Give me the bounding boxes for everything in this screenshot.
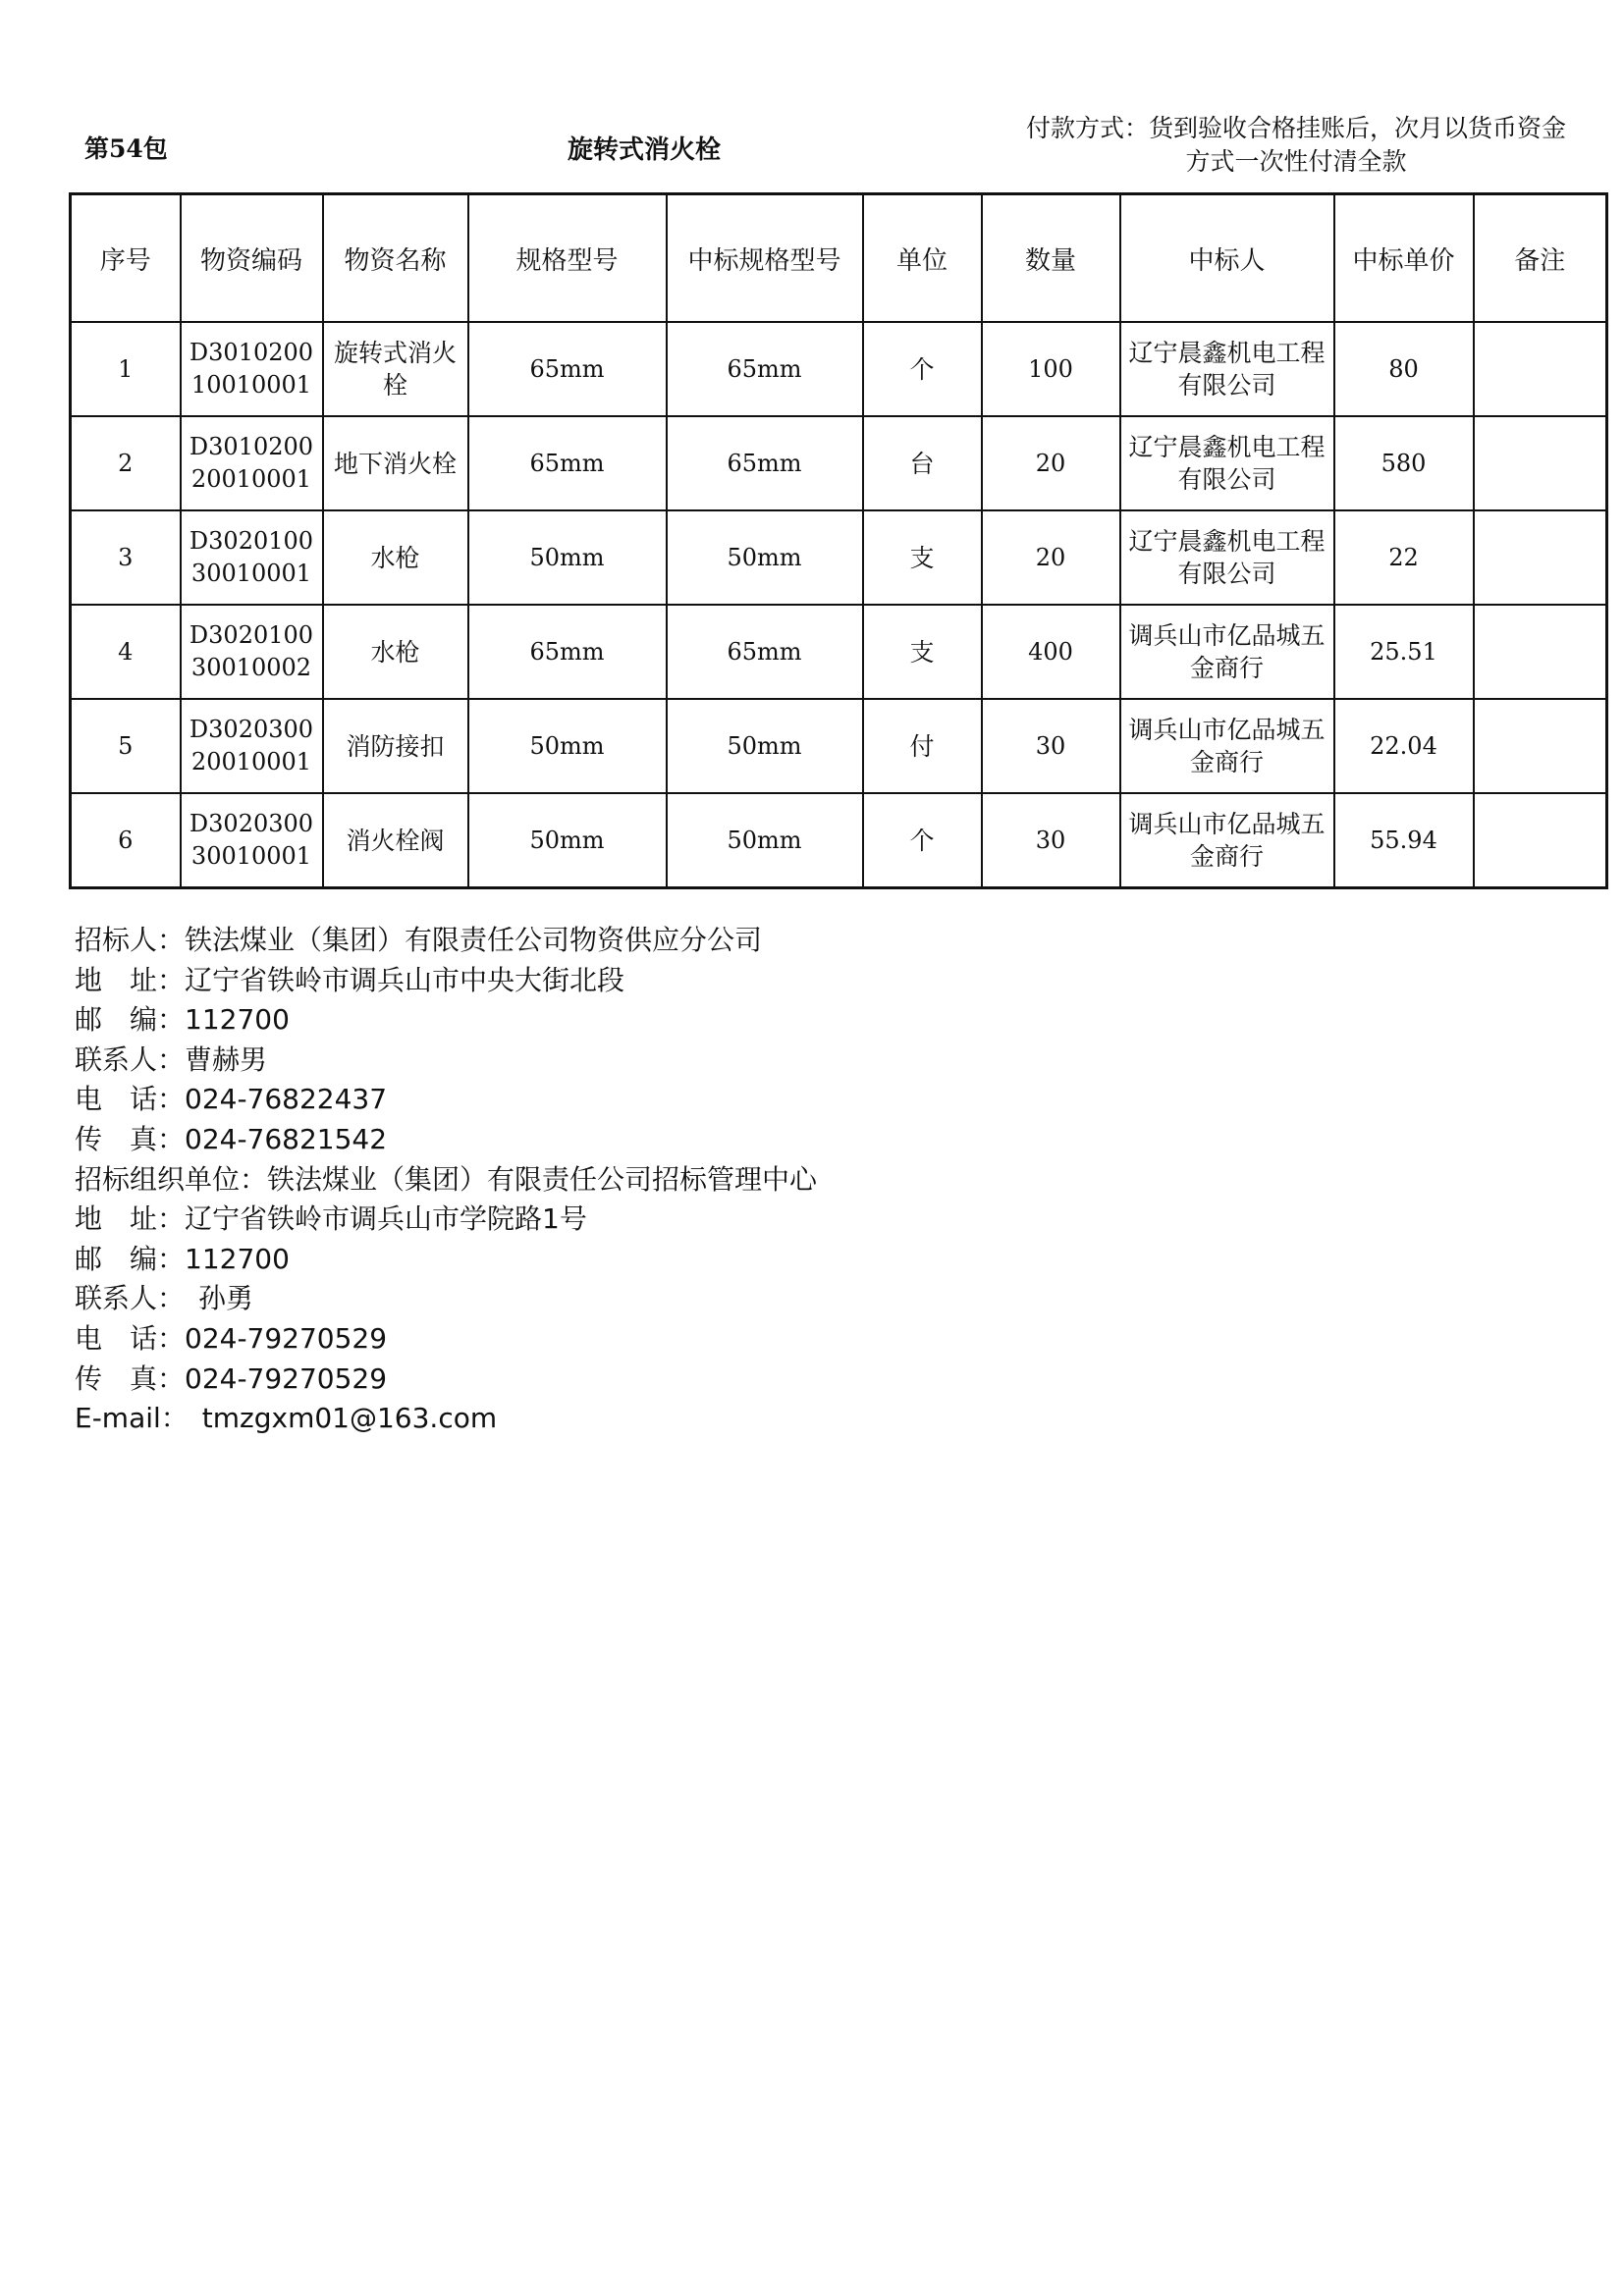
table-row: [71, 605, 1607, 699]
row-number: 2: [71, 416, 181, 510]
payment-terms-line: 方式一次性付清全款: [1185, 147, 1407, 176]
table-row: [71, 793, 1607, 888]
spec: 65mm: [468, 416, 667, 510]
table-row: [71, 510, 1607, 605]
package-number: 第54包: [84, 134, 168, 163]
agency-postcode: 邮 编：112700: [75, 1242, 290, 1275]
quantity: 20: [982, 510, 1120, 605]
column-header: 中标规格型号: [667, 194, 863, 323]
bid-spec: 65mm: [667, 322, 863, 416]
column-header: 数量: [982, 194, 1120, 323]
row-number: 1: [71, 322, 181, 416]
column-header: 单位: [863, 194, 982, 323]
bid-spec: 50mm: [667, 510, 863, 605]
table-row: [71, 416, 1607, 510]
payment-terms-line: 付款方式：货到验收合格挂账后，次月以货币资金: [1025, 114, 1566, 142]
agency-contact-person: 联系人： 孙勇: [75, 1282, 254, 1315]
material-code: D301020020010001: [181, 416, 323, 510]
bid-spec: 65mm: [667, 416, 863, 510]
quantity: 30: [982, 699, 1120, 793]
winning-bidder: 辽宁晨鑫机电工程有限公司: [1120, 510, 1334, 605]
material-name: 水枪: [323, 510, 468, 605]
unit: 支: [863, 510, 982, 605]
tenderer-name: 招标人：铁法煤业（集团）有限责任公司物资供应分公司: [75, 924, 763, 956]
bid-spec: 50mm: [667, 699, 863, 793]
material-name: 消防接扣: [323, 699, 468, 793]
winning-bidder: 辽宁晨鑫机电工程有限公司: [1120, 416, 1334, 510]
unit: 台: [863, 416, 982, 510]
column-header: 物资名称: [323, 194, 468, 323]
agency-name: 招标组织单位：铁法煤业（集团）有限责任公司招标管理中心: [75, 1162, 818, 1196]
tenderer-phone: 电 话：024-76822437: [75, 1083, 388, 1116]
row-number: 4: [71, 605, 181, 699]
tenderer-address: 地 址：辽宁省铁岭市调兵山市中央大街北段: [75, 963, 625, 996]
agency-email: E-mail： tmzgxm01@163.com: [75, 1402, 498, 1435]
agency-phone: 电 话：024-79270529: [75, 1321, 388, 1355]
spec: 50mm: [468, 793, 667, 888]
material-code: D302030020010001: [181, 699, 323, 793]
note: [1474, 793, 1607, 888]
material-code: D302010030010002: [181, 605, 323, 699]
material-code: D302030030010001: [181, 793, 323, 888]
material-name: 地下消火栓: [323, 416, 468, 510]
document-title: 旋转式消火栓: [568, 135, 722, 165]
unit: 支: [863, 605, 982, 699]
table-header-row: [71, 194, 1607, 323]
row-number: 3: [71, 510, 181, 605]
agency-fax: 传 真：024-79270529: [75, 1362, 388, 1395]
agency-address: 地 址：辽宁省铁岭市调兵山市学院路1号: [75, 1202, 587, 1236]
material-code: D301020010010001: [181, 322, 323, 416]
winning-bidder: 调兵山市亿品城五金商行: [1120, 699, 1334, 793]
unit: 个: [863, 793, 982, 888]
bid-spec: 50mm: [667, 793, 863, 888]
unit: 付: [863, 699, 982, 793]
note: [1474, 510, 1607, 605]
unit-price: 80: [1334, 322, 1474, 416]
spec: 50mm: [468, 699, 667, 793]
note: [1474, 699, 1607, 793]
note: [1474, 322, 1607, 416]
unit: 个: [863, 322, 982, 416]
column-header: 中标单价: [1334, 194, 1474, 323]
column-header: 中标人: [1120, 194, 1334, 323]
quantity: 400: [982, 605, 1120, 699]
table-row: [71, 699, 1607, 793]
note: [1474, 605, 1607, 699]
winning-bidder: 调兵山市亿品城五金商行: [1120, 605, 1334, 699]
spec: 50mm: [468, 510, 667, 605]
column-header: 备注: [1474, 194, 1607, 323]
unit-price: 22.04: [1334, 699, 1474, 793]
column-header: 序号: [71, 194, 181, 323]
unit-price: 25.51: [1334, 605, 1474, 699]
contact-block: [75, 921, 817, 1439]
tenderer-fax: 传 真：024-76821542: [75, 1122, 388, 1155]
bid-spec: 65mm: [667, 605, 863, 699]
material-name: 水枪: [323, 605, 468, 699]
column-header: 规格型号: [468, 194, 667, 323]
winning-bidder: 辽宁晨鑫机电工程有限公司: [1120, 322, 1334, 416]
spec: 65mm: [468, 322, 667, 416]
row-number: 6: [71, 793, 181, 888]
quantity: 30: [982, 793, 1120, 888]
unit-price: 22: [1334, 510, 1474, 605]
material-name: 消火栓阀: [323, 793, 468, 888]
note: [1474, 416, 1607, 510]
winning-bidder: 调兵山市亿品城五金商行: [1120, 793, 1334, 888]
table-row: [71, 322, 1607, 416]
bid-result-table: [69, 192, 1608, 889]
unit-price: 580: [1334, 416, 1474, 510]
material-code: D302010030010001: [181, 510, 323, 605]
tenderer-contact-person: 联系人：曹赫男: [75, 1042, 268, 1076]
spec: 65mm: [468, 605, 667, 699]
quantity: 20: [982, 416, 1120, 510]
row-number: 5: [71, 699, 181, 793]
column-header: 物资编码: [181, 194, 323, 323]
quantity: 100: [982, 322, 1120, 416]
unit-price: 55.94: [1334, 793, 1474, 888]
material-name: 旋转式消火栓: [323, 322, 468, 416]
tenderer-postcode: 邮 编：112700: [75, 1003, 290, 1037]
payment-terms: [982, 112, 1610, 179]
